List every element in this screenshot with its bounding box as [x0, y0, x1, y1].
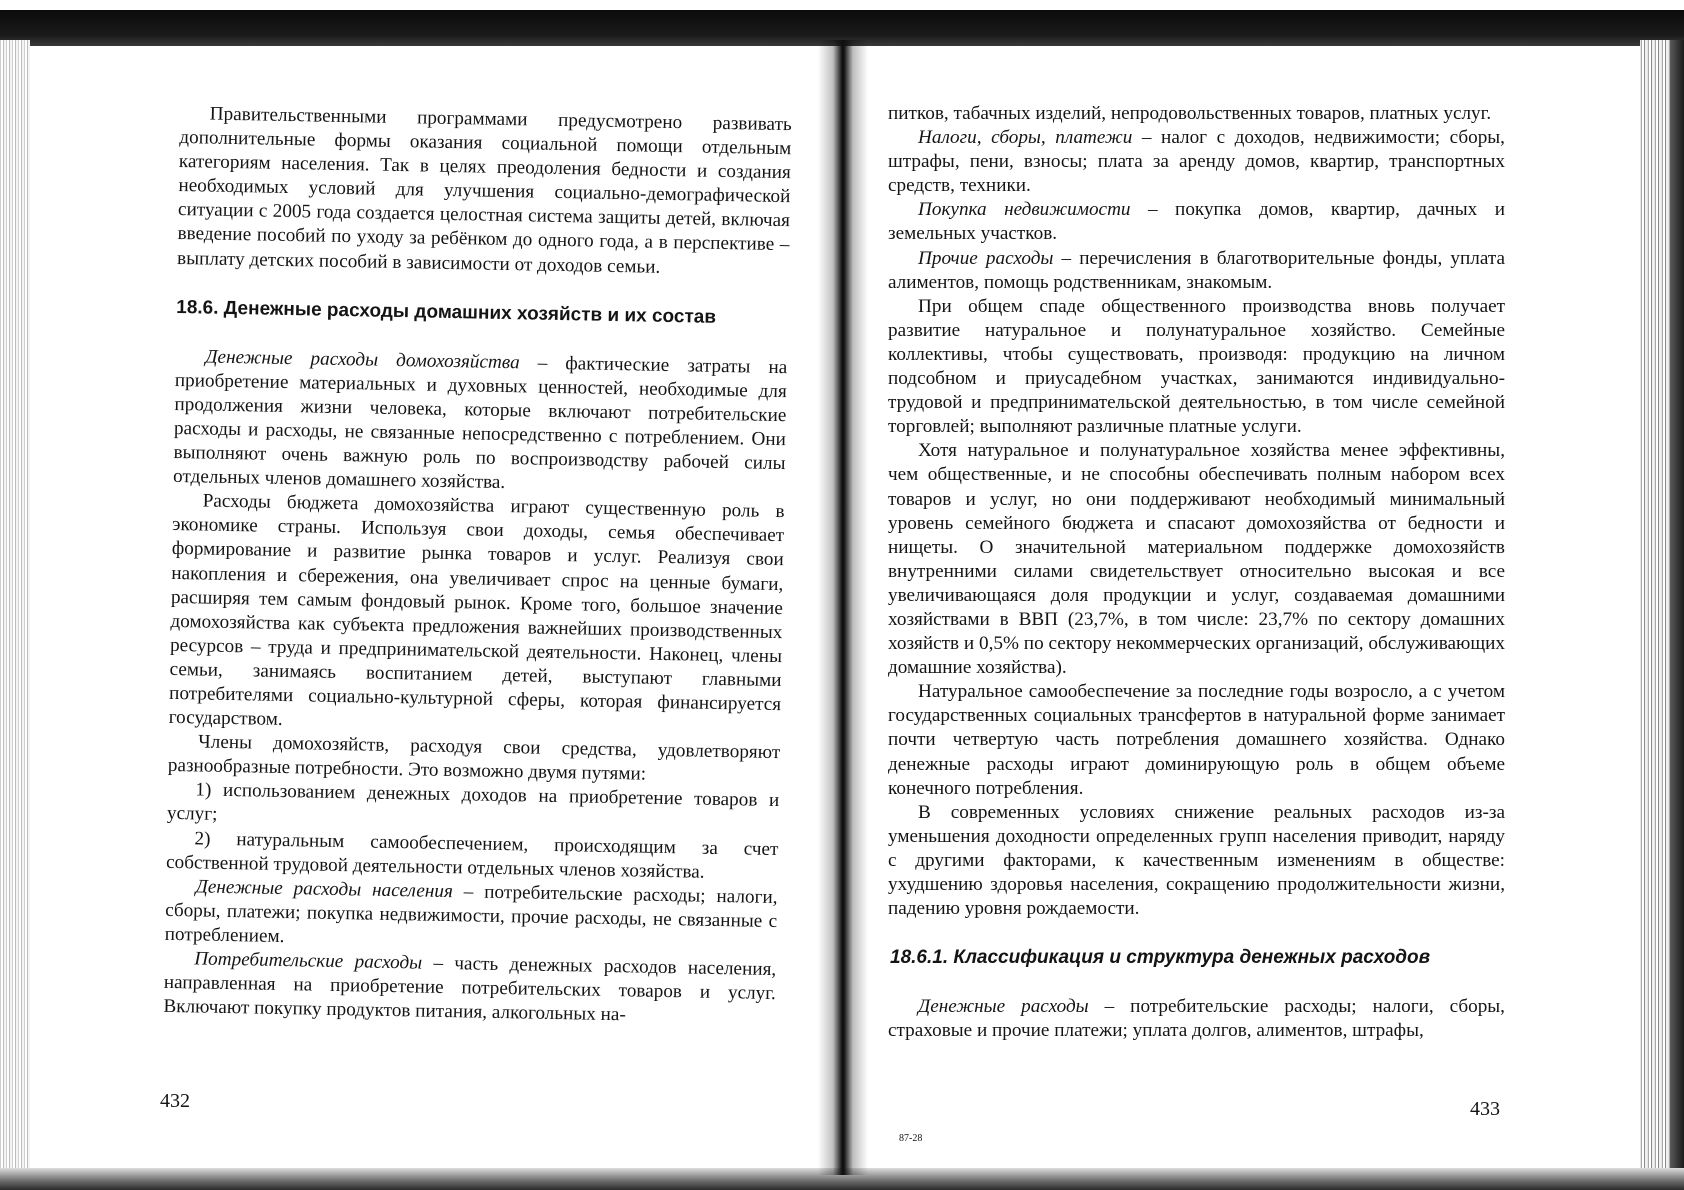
defined-term: Покупка недвижимости: [918, 199, 1131, 221]
continued-paragraph: питков, табачных изделий, непродовольственных товаров, платных услуг.: [888, 103, 1492, 124]
defined-term: Налоги, сборы, платежи: [918, 127, 1133, 149]
body-paragraph: В современных условиях снижение реальных расходов из-за уменьшения доходности определенных групп населения приводит, наряду с другими факторами, к качественным изменениям в обществе: ухудшению здоровья населения, сокращению продолжительности жизни, падению уровня рождаемости.: [888, 801, 1505, 920]
defined-term: Денежные расходы домохозяйства: [205, 346, 520, 373]
body-paragraph: Расходы бюджета домохозяйства играют существенную роль в экономике страны. Используя свои доходы, семья обеспечивает формирование и развитие рынка товаров и услуг. Реализуя свои накопления и сбережения, она увеличивает спрос на ценные бумаги, расширяя тем самым фондовый рынок. Кроме того, большое значение домохозяйства как субъекта предложения важнейших производственных ресурсов – труда и предпринимательской деятельности. Наконец, члены семьи, занимаясь воспитанием детей, выступают главными потребителями социально-культурной сферы, которая финансируется государством.: [168, 490, 785, 731]
definition-paragraph: [165, 875, 778, 958]
right-text-column: [888, 102, 1505, 1043]
printer-signature-mark: 87-28: [899, 1133, 923, 1144]
book-spine-gutter: [818, 40, 868, 1175]
definition-paragraph: [163, 947, 776, 1030]
body-paragraph: Натуральное самообеспечение за последние годы возросло, а с учетом государственных социальных трансфертов в натуральной форме занимает почти четвертую часть потребления домашнего хозяйства. Однако денежные расходы играют доминирующую роль в общем объеме конечного потребления.: [888, 681, 1505, 799]
definition-paragraph: [888, 126, 1505, 198]
list-item: 1) использованием денежных доходов на приобретение товаров и услуг;: [166, 779, 780, 826]
body-paragraph: При общем спаде общественного производства вновь получает развитие натуральное и полунатуральное хозяйство. Семейные коллективы, чтобы существовать, производя: продукцию на личном подсобном и приусадебном участках, занимаются индивидуально-трудовой и предпринимательской деятельностью, в том числе семейной торговлей; выполняют различные платные услуги.: [888, 295, 1505, 438]
body-paragraph: Члены домохозяйств, расходуя свои средства, удовлетворяют разнообразные потребности. Это возможно двумя путями:: [167, 731, 781, 785]
definition-text: – фактические затраты на приобретение материальных и духовных ценностей, необходимые для продолжения жизни человека, которые включают потребительские расходы и расходы, не связанные непосредственно с потреблением. Они выполняют очень важную роль по воспроизводству рабочей силы отдельных членов домашнего хозяйства.: [172, 351, 788, 494]
definition-paragraph: [888, 198, 1505, 246]
left-page: [0, 0, 840, 1190]
subsection-heading: 18.6.1. Классификация и структура денежных расходов: [890, 947, 1431, 969]
definition-text: – потребительские расходы; налоги, сборы, страховые и прочие платежи; уплата долгов, алиментов, штрафы,: [888, 996, 1505, 1042]
definition-text: – покупка домов, квартир, дачных и земельных участков.: [888, 199, 1506, 245]
defined-term: Прочие расходы: [918, 247, 1054, 269]
page-number-right: 433: [1470, 1098, 1500, 1120]
right-page: [844, 0, 1684, 1190]
definition-paragraph: [888, 995, 1505, 1043]
defined-term: Потребительские расходы: [194, 948, 423, 974]
definition-paragraph: [173, 345, 788, 501]
body-paragraph: Хотя натуральное и полунатуральное хозяйства менее эффективны, чем общественные, и не способны обеспечивать полным набором всех товаров и услуг, но они поддерживают необходимый минимальный уровень семейного бюджета и спасают домохозяйства от бедности и нищеты. О значительной материальном поддержке домохозяйств внутренними силами свидетельствует относительно высокая и все увеличивающаяся доля продукции и услуг, создаваемая домашними хозяйствами в ВВП (23,7%, в том числе: 23,7% по сектору домашних хозяйств и 0,5% по сектору некоммерческих организаций, обслуживающих домашние хозяйства).: [888, 440, 1505, 679]
page-number-left: 432: [160, 1090, 190, 1112]
defined-term: Денежные расходы: [918, 996, 1089, 1018]
defined-term: Денежные расходы населения: [195, 876, 454, 902]
definition-paragraph: [888, 247, 1505, 295]
list-item: 2) натуральным самообеспечением, происходящим за счет собственной трудовой деятельности отдельных членов хозяйства.: [165, 827, 779, 883]
left-text-column: [163, 102, 792, 1030]
definition-text: – потребительские расходы; налоги, сборы, платежи; покупка недвижимости, прочие расходы, не связанные с потреблением.: [164, 880, 778, 947]
section-heading: 18.6. Денежные расходы домашних хозяйств и их состав: [176, 296, 717, 328]
definition-text: – налог с доходов, недвижимости; сборы, штрафы, пени, взносы; плата за аренду домов, квартир, транспортных средств, техники.: [888, 127, 1505, 197]
intro-paragraph: Правительственными программами предусмотрено развивать дополнительные формы оказания социальной помощи отдельным категориям населения. Так в целях преодоления бедности и создания необходимых условий для улучшения социально-демографической ситуации с 2005 года создается целостная система защиты детей, включая введение пособий по уходу за ребёнком до одного года, а в перспективе – выплату детских пособий в зависимости от доходов семьи.: [176, 103, 792, 278]
definition-text: – перечисления в благотворительные фонды, уплата алиментов, помощь родственникам, знакомым.: [888, 247, 1506, 293]
definition-text: – часть денежных расходов населения, направленная на приобретение потребительских товаров и услуг. Включают покупку продуктов питания, алкогольных на-: [163, 952, 777, 1026]
